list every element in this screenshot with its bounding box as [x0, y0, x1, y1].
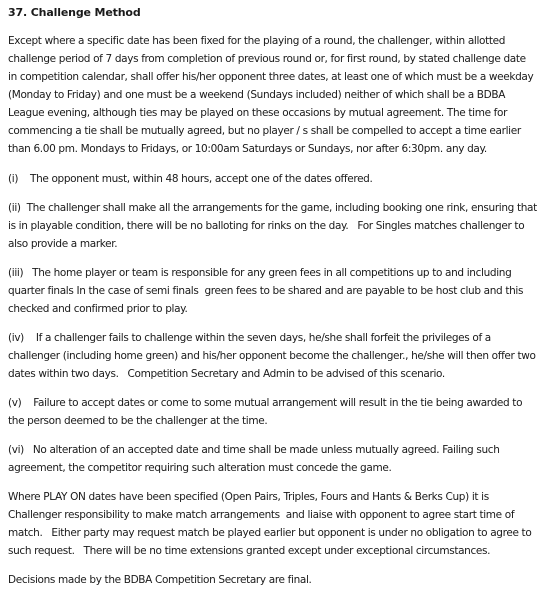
- paragraph-rule-v: (v) Failure to accept dates or come to some mutual arrangement will result in the tie being awarded to the person deemed to be the challenger at the time.: [8, 397, 526, 427]
- paragraph-rule-iv: (iv) If a challenger fails to challenge within the seven days, he/she shall forfeit the privileges of a challenger (including home green) and his/her opponent become the challenger., he/she will then offer two dates within two days. Competition Secretary and Admin to be advised of this scenario.: [8, 332, 539, 380]
- section-heading: 37. Challenge Method: [8, 6, 141, 19]
- paragraph-rule-i: (i) The opponent must, within 48 hours, accept one of the dates offered.: [8, 173, 373, 185]
- paragraph-rule-vi: (vi) No alteration of an accepted date and time shall be made unless mutually agreed. Failing such agreement, the competitor requiring such alteration must concede the game.: [8, 444, 503, 474]
- paragraph-intro: Except where a specific date has been fixed for the playing of a round, the challenger, within allotted challenge period of 7 days from completion of previous round or, for first round, by stated challenge date in competition calendar, shall offer his/her opponent three dates, at least one of which must be a weekday (Monday to Friday) and one must be a weekend (Sundays included) neither of which shall be a BDBA League evening, although ties may be played on these occasions by mutual agreement. The time for commencing a tie shall be mutually agreed, but no player / s shall be compelled to accept a time earlier than 6.00 pm. Mondays to Fridays, or 10:00am Saturdays or Sundays, nor after 6:30pm. any day.: [8, 35, 534, 155]
- paragraph-play-on-dates: Where PLAY ON dates have been specified (Open Pairs, Triples, Fours and Hants & Berks Cup) it is Challenger responsibility to make match arrangements and liaise with opponent to agree start time of match. Either party may request match be played earlier but opponent is under no obligation to agree to such request. There will be no time extensions granted except under exceptional circumstances.: [8, 491, 535, 557]
- paragraph-decisions: Decisions made by the BDBA Competition Secretary are final.: [8, 574, 312, 586]
- paragraph-rule-ii: (ii) The challenger shall make all the arrangements for the game, including booking one rink, ensuring that is in playable condition, there will be no balloting for rinks on the day. For Singles matches challenger to also provide a marker.: [8, 202, 540, 250]
- paragraph-rule-iii: (iii) The home player or team is responsible for any green fees in all competitions up to and including quarter finals In the case of semi finals green fees to be shared and are payable to be host club and this checked and confirmed prior to play.: [8, 267, 527, 315]
